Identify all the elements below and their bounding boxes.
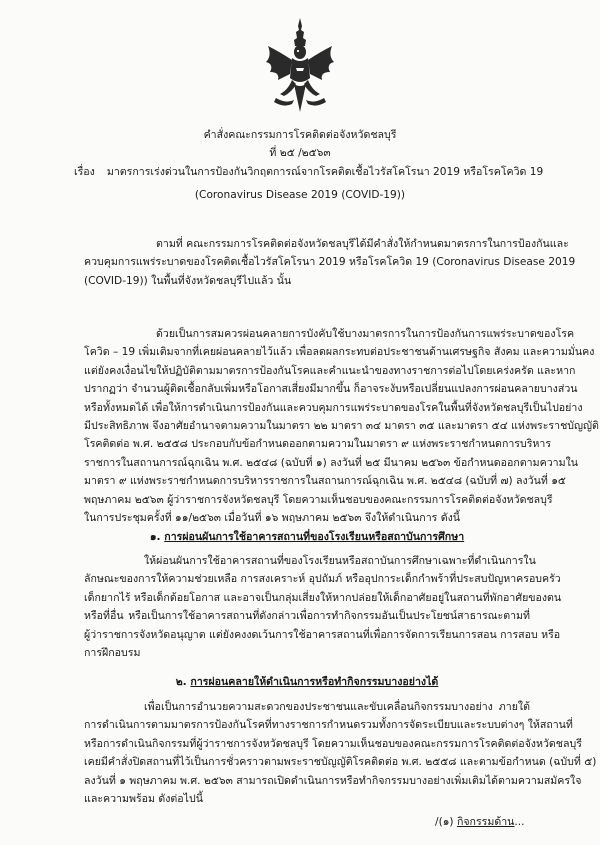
section-1-line: หรือที่อื่น หรือเป็นการใช้อาคารสถานที่ดังกล่าวเพื่อการทำกิจกรรมอันเป็นประโยชน์สาธารณะตามที่ xyxy=(84,610,530,623)
garuda-emblem-icon xyxy=(262,16,338,118)
body-line: พฤษภาคม ๒๕๖๓ ผู้ว่าราชการจังหวัดชลบุรี โดยความเห็นชอบของคณะกรรมการโรคติดต่อจังหวัดชลบุรี xyxy=(84,493,553,506)
continuation-ellipsis: ... xyxy=(514,816,525,828)
section-1-title: การผ่อนผันการใช้อาคารสถานที่ของโรงเรียนหรือสถาบันการศึกษา xyxy=(164,531,465,543)
section-1-line: ผู้ว่าราชการจังหวัดอนุญาต แต่ยังคงงดเว้นการใช้อาคารสถานที่เพื่อการจัดการเรียนการสอน การสอบ หรือ xyxy=(84,628,561,641)
body-line: แต่ยังคงเงื่อนไขให้ปฏิบัติตามมาตรการป้องกันโรคและคำแนะนำของทางราชการต่อไปโดยเคร่งครัด และหาก xyxy=(84,364,576,377)
continuation-prefix: /(๑) xyxy=(435,816,454,828)
body-line: โรคติดต่อ พ.ศ. ๒๕๕๘ ประกอบกับข้อกำหนดออกตามความในมาตรา ๙ แห่งพระราชกำหนดการบริหาร xyxy=(84,438,552,451)
section-2-line: เคยมีคำสั่งปิดสถานที่ไว้เป็นการชั่วคราวตามพระราชบัญญัติโรคติดต่อ พ.ศ. ๒๕๕๘ และตามข้อกำหนด (ฉบับที่ ๕) xyxy=(84,756,597,769)
body-line: มาตรา ๙ แห่งพระราชกำหนดการบริหารราชการในสถานการณ์ฉุกเฉิน พ.ศ. ๒๕๔๘ (ฉบับที่ ๗) ลงวันที่ ๑๕ xyxy=(84,475,566,488)
section-1-number: ๑. xyxy=(149,531,161,543)
subject-line-2: (Coronavirus Disease 2019 (COVID-19)) xyxy=(194,189,406,201)
order-number: ที่ ๒๕ /๒๕๖๓ xyxy=(269,147,331,159)
body-line: โควิด – 19 เพิ่มเติมจากที่เคยผ่อนคลายไว้แล้ว เพื่อลดผลกระทบต่อประชาชนด้านเศรษฐกิจ สังคม และความมั่นคง xyxy=(84,346,595,359)
subject-line xyxy=(74,163,543,181)
section-2-line: ลงวันที่ ๑ พฤษภาคม พ.ศ. ๒๕๖๓ สามารถเปิดดำเนินการหรือทำกิจกรรมบางอย่างเพิ่มเติมได้ตามความสมัครใจ xyxy=(84,774,582,787)
order-title: คำสั่งคณะกรรมการโรคติดต่อจังหวัดชลบุรี xyxy=(203,129,397,141)
body-line: ในการประชุมครั้งที่ ๑๑/๒๕๖๓ เมื่อวันที่ ๑๖ พฤษภาคม ๒๕๖๓ จึงให้ดำเนินการ ดังนี้ xyxy=(84,511,460,524)
body-line: มีประสิทธิภาพ จึงอาศัยอำนาจตามความในมาตรา ๒๒ มาตรา ๓๔ มาตรา ๓๕ และมาตรา ๕๔ แห่งพระราชบัญญัติ xyxy=(84,419,599,432)
body-line: หรือทั้งหมดได้ เพื่อให้การดำเนินการป้องกันและควบคุมการแพร่ระบาดของโรคในพื้นที่จังหวัดชลบุรีเป็นไปอย่าง xyxy=(84,401,583,414)
section-2-line: และความพร้อม ดังต่อไปนี้ xyxy=(84,792,203,805)
section-2-line: หรือการดำเนินกิจกรรมที่ผู้ว่าราชการจังหวัดชลบุรี โดยความเห็นชอบของคณะกรรมการโรคติดต่อจังหวัดชลบุรี xyxy=(84,737,582,750)
section-1-body xyxy=(84,552,562,662)
section-2-title: การผ่อนคลายให้ดำเนินการหรือทำกิจกรรมบางอย่างได้ xyxy=(190,676,439,688)
body-line: ราชการในสถานการณ์ฉุกเฉิน พ.ศ. ๒๕๔๘ (ฉบับที่ ๑) ลงวันที่ ๒๕ มีนาคม ๒๕๖๓ ข้อกำหนดออกตามความใน xyxy=(84,456,578,469)
subject-label: เรื่อง xyxy=(74,166,95,178)
section-2-line: การดำเนินการตามมาตรการป้องกันโรคที่ทางราชการกำหนดรวมทั้งการจัดระเบียบและระบบต่างๆ ให้สถานที่ xyxy=(84,719,573,732)
body-line: ปรากฏว่า จำนวนผู้ติดเชื้อกลับเพิ่มหรือโอกาสเสี่ยงมีมากขึ้น ก็อาจระงับหรือเปลี่ยนแปลงการผ่อนคลายบางส่วน xyxy=(84,383,578,396)
page-continuation-note xyxy=(435,813,525,831)
section-1-heading xyxy=(84,528,530,546)
section-1-line: เด็กยากไร้ หรือเด็กด้อยโอกาส และอาจเป็นกลุ่มเสี่ยงให้หากปล่อยให้เด็กอาศัยอยู่ในสถานที่พักอาศัยของตน xyxy=(84,591,562,604)
section-1-line: ให้ผ่อนผันการใช้อาคารสถานที่ของโรงเรียนหรือสถาบันการศึกษาเฉพาะที่ดำเนินการใน xyxy=(144,555,536,567)
intro-line: ตามที่ คณะกรรมการโรคติดต่อจังหวัดชลบุรีได้มีคำสั่งให้กำหนดมาตรการในการป้องกันและ xyxy=(156,238,569,250)
section-2-heading xyxy=(84,673,530,691)
section-2-number: ๒. xyxy=(175,676,187,688)
body-paragraph xyxy=(84,325,599,527)
subject-text: มาตรการเร่งด่วนในการป้องกันวิกฤตการณ์จากโรคติดเชื้อไวรัสโคโรนา 2019 หรือโรคโควิด 19 xyxy=(106,166,544,178)
intro-line: (COVID-19)) ในพื้นที่จังหวัดชลบุรีไปแล้ว นั้น xyxy=(84,274,292,287)
section-1-line: ลักษณะของการให้ความช่วยเหลือ การสงเคราะห์ อุปถัมภ์ หรืออุปการะเด็กกำพร้าที่ประสบปัญหาครอบครัว xyxy=(84,573,561,586)
section-2-line: เพื่อเป็นการอำนวยความสะดวกของประชาชนและขับเคลื่อนกิจกรรมบางอย่าง ภายใต้ xyxy=(144,701,530,713)
intro-paragraph xyxy=(84,235,576,290)
continuation-text: กิจกรรมด้าน xyxy=(456,816,515,828)
section-1-line: การฝึกอบรม xyxy=(84,646,141,659)
intro-line: ควบคุมการแพร่ระบาดของโรคติดเชื้อไวรัสโคโรนา 2019 หรือโรคโควิด 19 (Coronavirus Disease 2019 xyxy=(84,256,576,269)
body-line: ด้วยเป็นการสมควรผ่อนคลายการบังคับใช้บางมาตรการในการป้องกันการแพร่ระบาดของโรค xyxy=(156,328,575,340)
section-2-body xyxy=(84,698,597,808)
